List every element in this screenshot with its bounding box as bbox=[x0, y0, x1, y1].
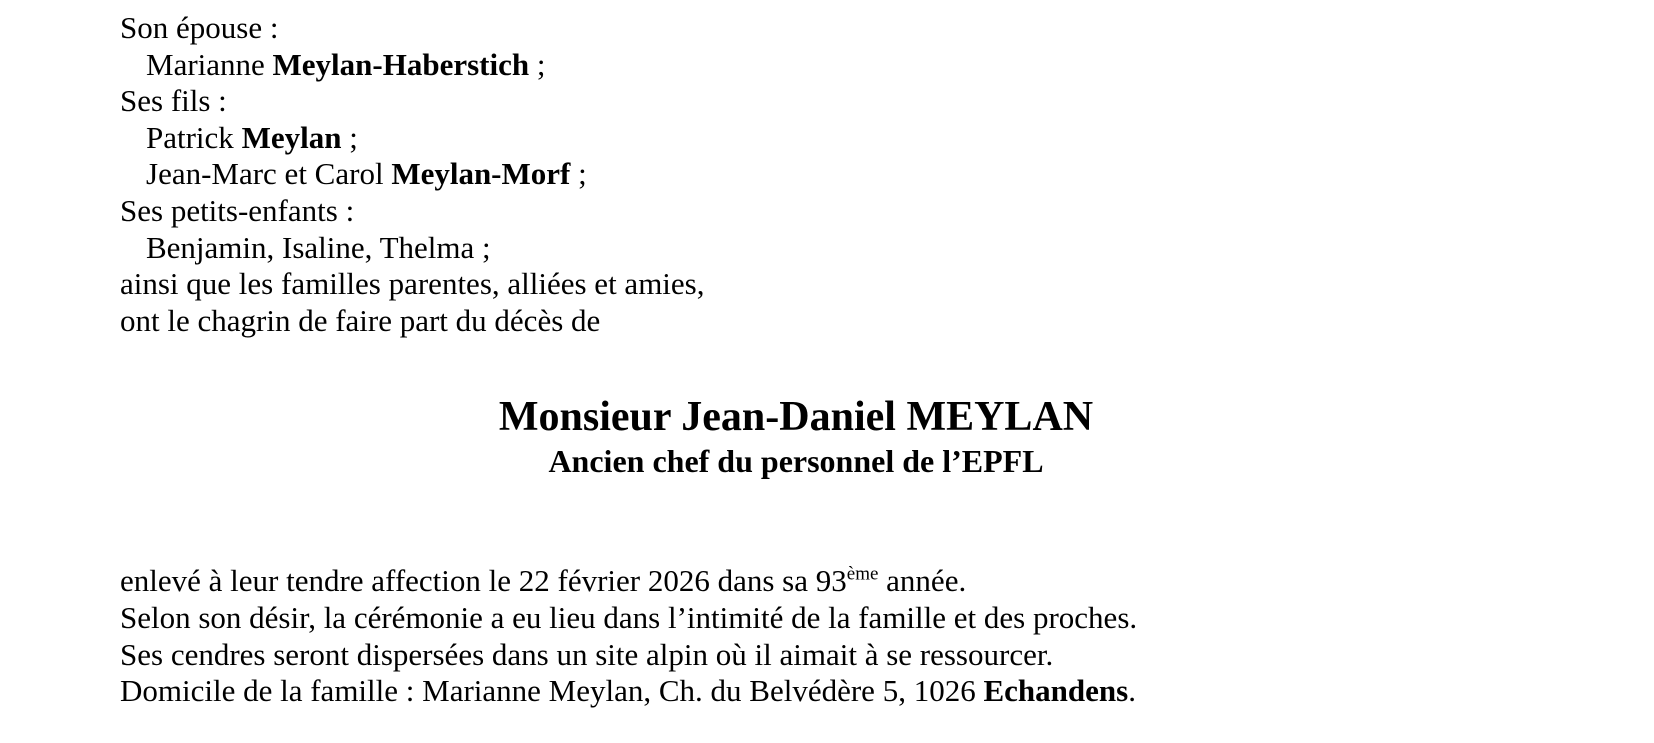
son-1-family-name: Meylan bbox=[241, 119, 342, 155]
line-spouse-name bbox=[120, 47, 1472, 84]
spouse-first-name: Marianne bbox=[146, 46, 273, 82]
line-grandchildren-names bbox=[120, 230, 1472, 267]
line-grandchildren-label bbox=[120, 193, 1472, 230]
line-son-1 bbox=[120, 120, 1472, 157]
line-ceremony bbox=[120, 600, 1472, 637]
ashes-text: Ses cendres seront dispersées dans un site alpin où il aimait à se ressourcer. bbox=[120, 636, 1054, 672]
grandchildren-label: Ses petits-enfants : bbox=[120, 192, 355, 228]
ceremony-text: Selon son désir, la cérémonie a eu lieu dans l’intimité de la famille et des proches. bbox=[120, 599, 1138, 635]
deceased-name-text: Monsieur Jean-Daniel MEYLAN bbox=[498, 394, 1094, 441]
families-text: ainsi que les familles parentes, alliées et amies, bbox=[120, 266, 705, 302]
son-2-family-name: Meylan-Morf bbox=[391, 156, 571, 192]
address-text: Domicile de la famille : Marianne Meylan, Ch. du Belvédère 5, 1026 bbox=[120, 673, 984, 709]
deceased-role-text: Ancien chef du personnel de l’EPFL bbox=[548, 443, 1044, 480]
separator: ; bbox=[341, 119, 358, 155]
line-spouse-label bbox=[120, 10, 1472, 47]
separator: ; bbox=[529, 46, 546, 82]
announcement-text: ont le chagrin de faire part du décès de bbox=[120, 302, 601, 338]
line-families bbox=[120, 266, 1472, 303]
line-family-address bbox=[120, 673, 1472, 710]
line-death-date bbox=[120, 563, 1472, 600]
ordinal-superscript: ème bbox=[846, 564, 879, 586]
closing-paragraph bbox=[120, 563, 1472, 709]
death-date-text: enlevé à leur tendre affection le 22 février 2026 dans sa 93 bbox=[120, 563, 847, 599]
deceased-role bbox=[120, 441, 1472, 481]
address-end: . bbox=[1128, 673, 1136, 709]
line-sons-label bbox=[120, 83, 1472, 120]
son-2-first-names: Jean-Marc et Carol bbox=[146, 156, 392, 192]
son-1-first-name: Patrick bbox=[146, 119, 242, 155]
address-city: Echandens bbox=[983, 673, 1129, 709]
line-ashes bbox=[120, 637, 1472, 674]
line-son-2 bbox=[120, 156, 1472, 193]
spouse-label: Son épouse : bbox=[120, 10, 279, 45]
line-announcement bbox=[120, 303, 1472, 340]
spouse-family-name: Meylan-Haberstich bbox=[272, 46, 530, 82]
grandchildren-names: Benjamin, Isaline, Thelma ; bbox=[146, 229, 491, 265]
sons-label: Ses fils : bbox=[120, 83, 227, 119]
separator: ; bbox=[570, 156, 587, 192]
deceased-name bbox=[120, 393, 1472, 441]
death-date-end: année. bbox=[878, 563, 967, 599]
